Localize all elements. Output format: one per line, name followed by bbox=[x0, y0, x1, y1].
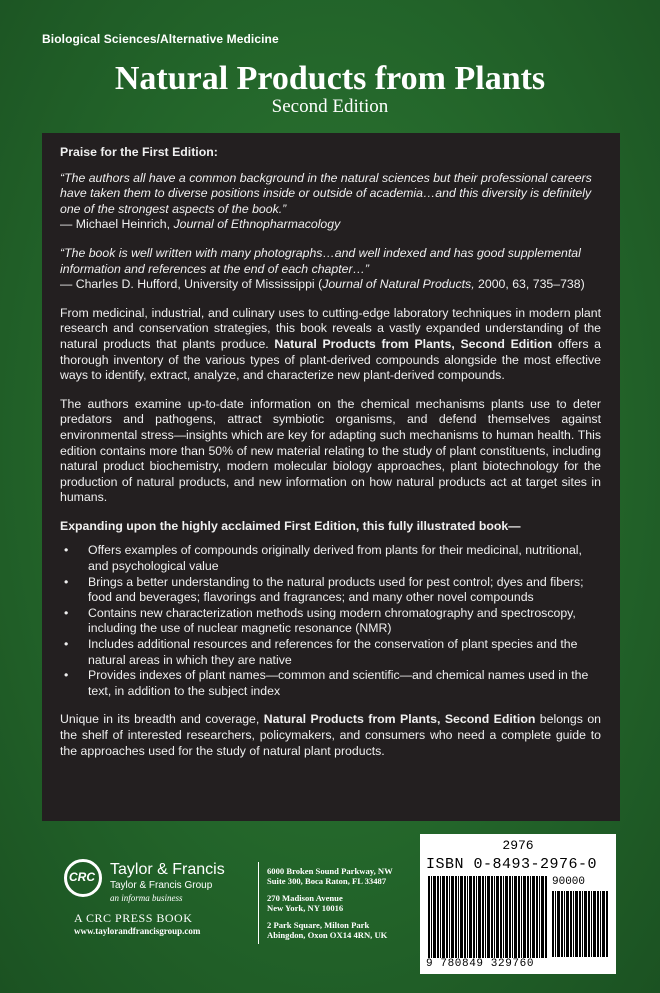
address-line: 270 Madison Avenue bbox=[267, 893, 343, 903]
list-item: • Contains new characterization methods using modern chromatography and spectroscopy, including the use of nuclear magnetic resonance (NMR) bbox=[60, 606, 601, 637]
paragraph-book-title: Natural Products from Plants, Second Edition bbox=[274, 336, 553, 351]
feature-list-heading bbox=[60, 519, 601, 535]
edition-label: Second Edition bbox=[271, 96, 389, 117]
praise-attribution-1 bbox=[60, 217, 601, 233]
paragraph-text: Unique in its breadth and coverage, bbox=[60, 712, 264, 727]
paragraph-text: From medicinal, industrial, and culinary uses to cutting-edge laboratory techniques in modern plant research and conservation strategies, this book reveals a vastly expanded understanding of the natural products that plants produce. bbox=[60, 305, 601, 351]
attribution-name: — Michael Heinrich, bbox=[60, 217, 171, 232]
closing-paragraph bbox=[60, 712, 601, 759]
description-paragraph-1 bbox=[60, 306, 601, 384]
address-line: Suite 300, Boca Raton, FL 33487 bbox=[267, 876, 387, 886]
address-line: New York, NY 10016 bbox=[267, 903, 344, 913]
crc-logo-text: CRC bbox=[69, 870, 95, 884]
barcode-bars bbox=[428, 876, 548, 958]
description-paragraph-2: The authors examine up-to-date information on the chemical mechanisms plants use to deter predators and pathogens, attract symbiotic organisms, and defend themselves against environmental stress—insights which are key for adapting such mechanisms to human health. This edition contains more than 50% of new material relating to the study of plant constituents, including natural product biochemistry, modern molecular biology approaches, plant biotechnology for the production of natural products, and new information on how natural products act at target sites in humans. bbox=[60, 396, 601, 505]
list-item: • Includes additional resources and references for the conservation of plant species and the natural areas in which they are native bbox=[60, 637, 601, 668]
crc-press-label: A CRC PRESS BOOK bbox=[74, 911, 193, 925]
barcode-addon-bars bbox=[552, 891, 610, 957]
attribution-citation: 2000, 63, 735–738) bbox=[474, 277, 585, 292]
address-block bbox=[267, 920, 387, 940]
category-label: Biological Sciences/Alternative Medicine bbox=[42, 32, 279, 46]
praise-quote-2: “The book is well written with many photographs…and well indexed and has good supplemental information and references at the end of each chapter…” bbox=[60, 245, 581, 276]
publisher-website: www.taylorandfrancisgroup.com bbox=[74, 926, 201, 936]
publisher-group: Taylor & Francis Group bbox=[110, 880, 213, 891]
list-item: • Provides indexes of plant names—common and scientific—and chemical names used in the text, in addition to the subject index bbox=[60, 668, 601, 699]
list-item: • Brings a better understanding to the natural products used for pest control; dyes and fibers; food and beverages; flavorings and fragrances; and many other novel compounds bbox=[60, 575, 601, 606]
address-line: 2 Park Square, Milton Park bbox=[267, 920, 370, 930]
barcode-addon-number: 90000 bbox=[552, 876, 586, 888]
barcode bbox=[420, 834, 616, 974]
book-title: Natural Products from Plants bbox=[114, 60, 546, 97]
praise-quote-1: “The authors all have a common background in the natural sciences but their professional careers have taken them to diverse positions inside or outside of academia…and this diversity is definitely one of the strongest aspects of the book.” bbox=[60, 170, 592, 216]
praise-heading: Praise for the First Edition: bbox=[60, 145, 218, 159]
paragraph-text: belongs on the shelf of interested researchers, policymakers, and consumers who need a complete guide to the approaches used for the study of natural plant products. bbox=[60, 712, 602, 758]
praise-attribution-2 bbox=[60, 277, 601, 293]
paragraph-text: offers a thorough inventory of the various types of plant-derived compounds alongside the most effective ways to identify, extract, analyze, and characterize new plant-derived compounds. bbox=[60, 336, 602, 383]
list-item: • Offers examples of compounds originally derived from plants for their medicinal, nutritional, and psychological value bbox=[60, 543, 601, 574]
paragraph-book-title: Natural Products from Plants, Second Edition bbox=[263, 712, 536, 727]
address-line: Abingdon, Oxon OX14 4RN, UK bbox=[267, 930, 388, 940]
address-block bbox=[267, 866, 393, 886]
feature-list bbox=[60, 543, 601, 699]
publisher-divider bbox=[258, 862, 259, 944]
publisher-informa: an informa business bbox=[110, 893, 183, 903]
publisher-name: Taylor & Francis bbox=[110, 861, 225, 878]
barcode-isbn: ISBN 0-8493-2976-0 bbox=[426, 856, 598, 873]
address-block bbox=[267, 893, 343, 913]
address-line: 6000 Broken Sound Parkway, NW bbox=[267, 866, 393, 876]
feature-list-heading-text: Expanding upon the highly acclaimed First Edition, this fully illustrated book— bbox=[60, 518, 521, 533]
barcode-ean-number: 9 780849 329760 bbox=[426, 958, 535, 970]
attribution-journal: Journal of Natural Products, bbox=[322, 277, 475, 292]
attribution-journal: Journal of Ethnopharmacology bbox=[173, 217, 341, 232]
description-panel bbox=[42, 133, 620, 821]
attribution-name: — Charles D. Hufford, University of Mississippi ( bbox=[60, 277, 323, 292]
barcode-code: 2976 bbox=[502, 838, 534, 853]
